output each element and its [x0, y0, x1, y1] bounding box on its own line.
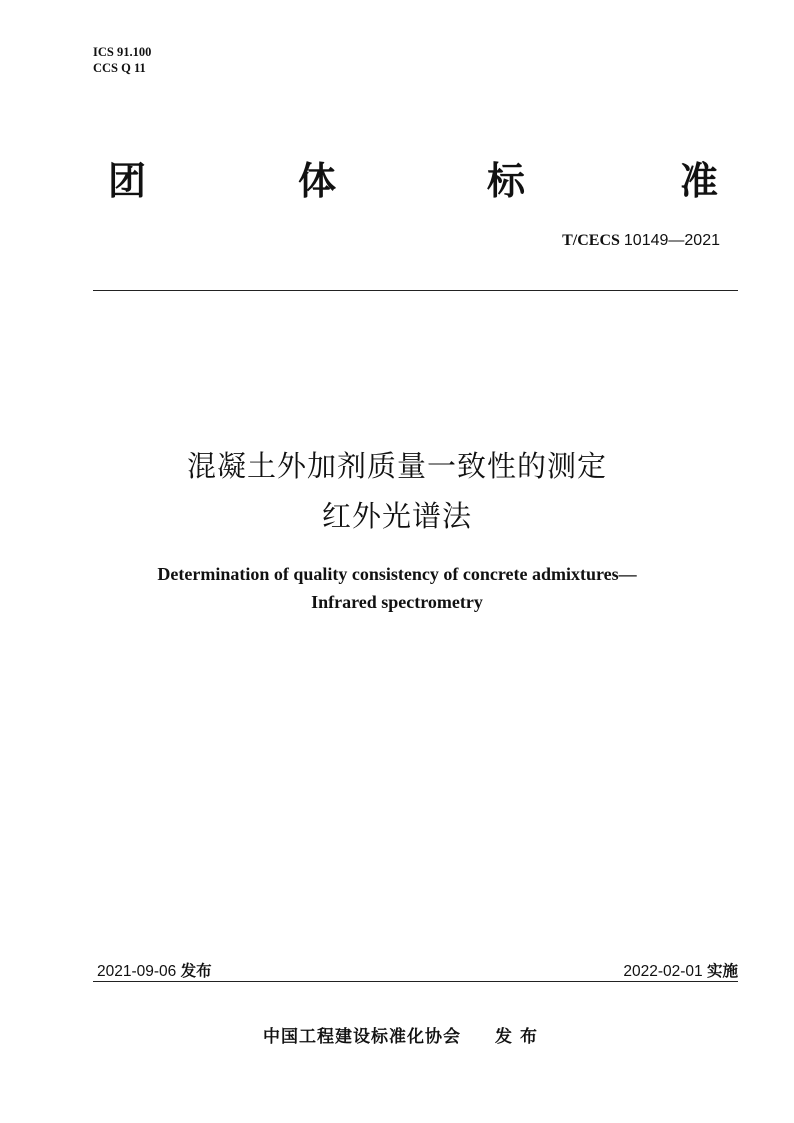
- chinese-title-line-2: 红外光谱法: [321, 499, 472, 533]
- standard-prefix: T/CECS: [562, 232, 620, 249]
- category-char-2: 体: [298, 159, 337, 203]
- issue-date: [97, 959, 212, 981]
- issue-date-label: 发布: [180, 962, 212, 980]
- standard-category-heading: [0, 158, 794, 208]
- category-char-4: 准: [680, 159, 719, 203]
- implementation-date-value: 2022-02-01: [623, 963, 703, 980]
- top-divider: [93, 290, 738, 291]
- standard-number: [562, 232, 720, 250]
- implementation-date: [623, 959, 738, 981]
- category-char-1: 团: [108, 159, 147, 203]
- english-title-line-2: Infrared spectrometry: [311, 592, 483, 612]
- publisher-action: 发布: [495, 1027, 545, 1047]
- english-title-line-1: Determination of quality consistency of concrete admixtures—: [157, 564, 637, 584]
- ccs-code: CCS Q 11: [93, 61, 146, 75]
- standard-code: 10149—2021: [623, 232, 720, 249]
- category-char-3: 标: [487, 159, 526, 203]
- classification-codes: [93, 44, 151, 76]
- publisher: [263, 1022, 545, 1047]
- publisher-name: 中国工程建设标准化协会: [263, 1027, 461, 1047]
- ics-code: ICS 91.100: [93, 45, 152, 59]
- chinese-title-line-1: 混凝土外加剂质量一致性的测定: [186, 449, 607, 483]
- implementation-date-label: 实施: [706, 962, 738, 980]
- bottom-divider: [93, 981, 738, 982]
- issue-date-value: 2021-09-06: [97, 963, 177, 980]
